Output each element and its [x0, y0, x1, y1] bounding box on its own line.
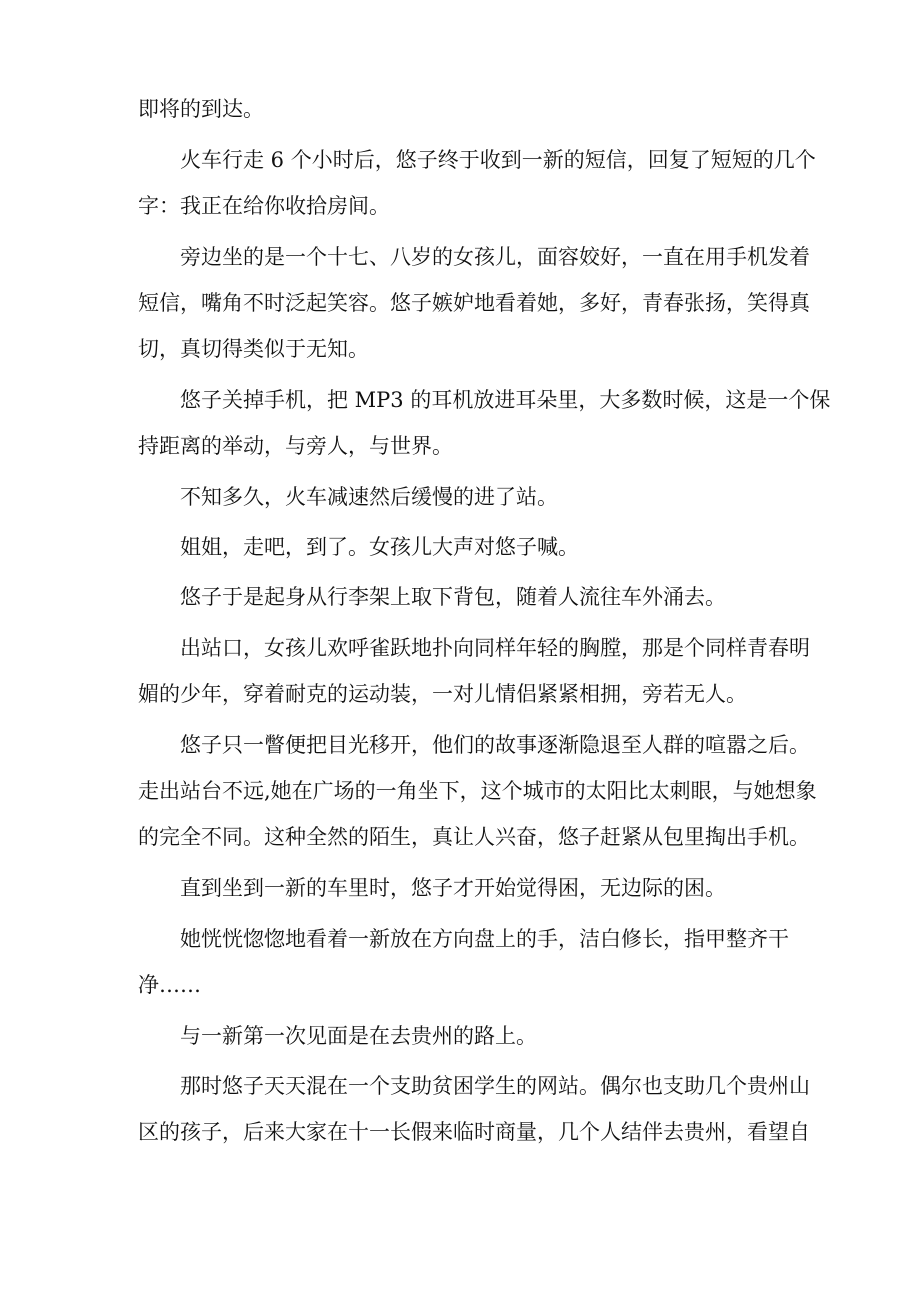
- text-line: 字：我正在给你收拾房间。: [138, 194, 390, 218]
- text-line: 持距离的举动，与旁人，与世界。: [138, 434, 453, 458]
- text-line: 出站口，女孩儿欢呼雀跃地扑向同样年轻的胸膛，那是个同样青春明: [180, 636, 810, 660]
- text-line: 悠子于是起身从行李架上取下背包，随着人流往车外涌去。: [180, 585, 726, 609]
- text-line: 与一新第一次见面是在去贵州的路上。: [180, 1024, 537, 1048]
- text-line: 切，真切得类似于无知。: [138, 337, 369, 361]
- text-line: 姐姐，走吧，到了。女孩儿大声对悠子喊。: [180, 535, 579, 559]
- text-line: 净……: [138, 973, 201, 997]
- text-line: 旁边坐的是一个十七、八岁的女孩儿，面容姣好，一直在用手机发着: [180, 245, 810, 269]
- text-line: 即将的到达。: [138, 97, 264, 121]
- text-line: 那时悠子天天混在一个支助贫困学生的网站。偶尔也支助几个贵州山: [180, 1074, 810, 1098]
- text-line: 火车行走 6 个小时后，悠子终于收到一新的短信，回复了短短的几个: [180, 148, 816, 172]
- text-line: 媚的少年，穿着耐克的运动装，一对儿情侣紧紧相拥，旁若无人。: [138, 682, 747, 706]
- text-line: 直到坐到一新的车里时，悠子才开始觉得困，无边际的困。: [180, 876, 726, 900]
- text-line: 的完全不同。这种全然的陌生，真让人兴奋，悠子赶紧从包里掏出手机。: [138, 825, 810, 849]
- text-line: 悠子只一瞥便把目光移开，他们的故事逐渐隐退至人群的喧嚣之后。: [180, 733, 810, 757]
- text-line: 她恍恍惚惚地看着一新放在方向盘上的手，洁白修长，指甲整齐干: [180, 927, 789, 951]
- text-line: 短信，嘴角不时泛起笑容。悠子嫉妒地看着她，多好，青春张扬，笑得真: [138, 291, 810, 315]
- text-line: 区的孩子，后来大家在十一长假来临时商量，几个人结伴去贵州，看望自: [138, 1120, 810, 1144]
- text-line: 悠子关掉手机，把 MP3 的耳机放进耳朵里，大多数时候，这是一个保: [180, 388, 831, 412]
- text-line: 不知多久，火车减速然后缓慢的进了站。: [180, 485, 558, 509]
- text-line: 走出站台不远,她在广场的一角坐下，这个城市的太阳比太刺眼，与她想象: [138, 779, 817, 803]
